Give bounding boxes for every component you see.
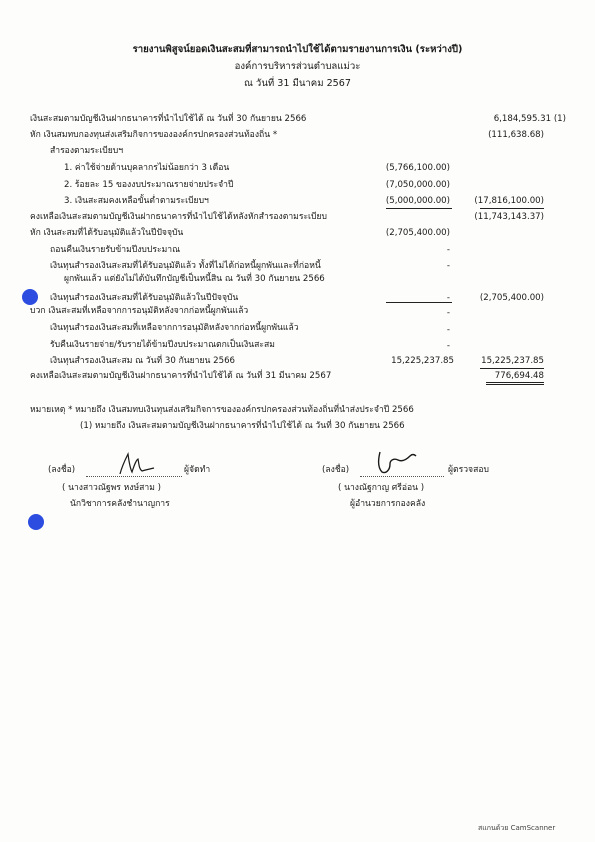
row-label: ผูกพันแล้ว แต่ยังไม่ได้บันทึกบัญชีเป็นหนี้สิน ณ วันที่ 30 กันยายน 2566 <box>64 274 325 284</box>
sign-label: (ลงชื่อ) <box>48 465 76 475</box>
signer-name: ( นางสาวณัฐพร หงษ์สาม ) <box>62 483 161 493</box>
blue-marker-dot <box>28 514 44 530</box>
double-underline <box>486 382 544 383</box>
blue-marker-dot <box>22 289 38 305</box>
row-label: 3. เงินสะสมคงเหลือขั้นต่ำตามระเบียบฯ <box>64 196 209 206</box>
row-amount: (5,000,000.00) <box>385 196 450 206</box>
report-title: รายงานพิสูจน์ยอดเงินสะสมที่สามารถนำไปใช้ได้ตามรายงานการเงิน (ระหว่างปี) <box>132 44 463 55</box>
report-date: ณ วันที่ 31 มีนาคม 2567 <box>243 78 351 89</box>
row-amount: - <box>446 325 450 335</box>
row-total: 6,184,595.31 (1) <box>493 114 566 124</box>
row-label: สำรองตามระเบียบฯ <box>50 146 124 156</box>
row-total: 15,225,237.85 <box>481 356 544 366</box>
row-label: 1. ค่าใช้จ่ายด้านบุคลากรไม่น้อยกว่า 3 เดือน <box>64 163 230 173</box>
row-total: (11,743,143.37) <box>474 212 544 222</box>
row-label: รับคืนเงินรายจ่าย/รับรายได้ข้ามปีงบประมาณตกเป็นเงินสะสม <box>50 340 275 350</box>
row-label: บวก เงินสะสมที่เหลือจากการอนุมัติหลังจากก่อหนี้ผูกพันแล้ว <box>30 306 249 316</box>
sign-role: ผู้ตรวจสอบ <box>448 465 489 475</box>
signature-line <box>86 476 182 477</box>
row-amount: (5,766,100.00) <box>385 163 450 173</box>
row-label: เงินทุนสำรองเงินสะสมที่ได้รับอนุมัติแล้วในปีปัจจุบัน <box>50 293 239 303</box>
row-total: (2,705,400.00) <box>479 293 544 303</box>
row-amount: (2,705,400.00) <box>385 228 450 238</box>
row-label: เงินสะสมตามบัญชีเงินฝากธนาคารที่นำไปใช้ได้ ณ วันที่ 30 กันยายน 2566 <box>30 114 307 124</box>
sign-role: ผู้จัดทำ <box>184 465 211 475</box>
note-line: (1) หมายถึง เงินสะสมตามบัญชีเงินฝากธนาคารที่นำไปใช้ได้ ณ วันที่ 30 กันยายน 2566 <box>80 421 405 431</box>
signer-position: ผู้อำนวยการกองคลัง <box>350 499 426 509</box>
row-amount: - <box>446 261 450 271</box>
organization-name: องค์การบริหารส่วนตำบลแม่วะ <box>234 61 361 72</box>
row-amount: - <box>446 341 450 351</box>
note-line: หมายเหตุ * หมายถึง เงินสมทบเงินทุนส่งเสริมกิจการขององค์กรปกครองส่วนท้องถิ่นที่นำส่งประจำปี 2566 <box>30 405 414 415</box>
row-total: 776,694.48 <box>494 371 544 381</box>
row-label: ถอนคืนเงินรายรับข้ามปีงบประมาณ <box>50 245 181 255</box>
row-label: เงินทุนสำรองเงินสะสมที่เหลือจากการอนุมัติหลังจากก่อหนี้ผูกพันแล้ว <box>50 323 299 333</box>
sign-label: (ลงชื่อ) <box>322 465 350 475</box>
signer-position: นักวิชาการคลังชำนาญการ <box>70 499 170 509</box>
row-label: เงินทุนสำรองเงินสะสมที่ได้รับอนุมัติแล้ว ทั้งที่ไม่ได้ก่อหนี้ผูกพันและที่ก่อหนี้ <box>50 261 321 271</box>
row-label: หัก เงินสมทบกองทุนส่งเสริมกิจการขององค์กรปกครองส่วนท้องถิ่น * <box>30 130 278 140</box>
row-amount: (7,050,000.00) <box>385 180 450 190</box>
signer-name: ( นางณัฐกาญ ศรีอ่อน ) <box>338 483 425 493</box>
underline <box>480 368 544 369</box>
double-underline <box>486 384 544 385</box>
row-label: หัก เงินสะสมที่ได้รับอนุมัติแล้วในปีปัจจุบัน <box>30 228 184 238</box>
row-amount: 15,225,237.85 <box>391 356 454 366</box>
scanner-watermark: สแกนด้วย CamScanner <box>478 824 556 832</box>
row-total: (17,816,100.00) <box>474 196 544 206</box>
row-label: คงเหลือเงินสะสมตามบัญชีเงินฝากธนาคารที่นำไปใช้ได้ ณ วันที่ 31 มีนาคม 2567 <box>30 371 332 381</box>
row-label: เงินทุนสำรองเงินสะสม ณ วันที่ 30 กันยายน 2566 <box>50 356 236 366</box>
handwritten-signature-left <box>112 450 158 478</box>
signature-line <box>360 476 444 477</box>
row-amount: - <box>446 293 450 303</box>
row-total: (111,638.68) <box>488 130 544 140</box>
underline <box>386 208 452 209</box>
row-amount: - <box>446 245 450 255</box>
row-label: คงเหลือเงินสะสมตามบัญชีเงินฝากธนาคารที่นำไปใช้ได้หลังหักสำรองตามระเบียบ <box>30 212 327 222</box>
handwritten-signature-right <box>372 446 420 478</box>
row-label: 2. ร้อยละ 15 ของงบประมาณรายจ่ายประจำปี <box>64 180 234 190</box>
row-amount: - <box>446 308 450 318</box>
underline <box>480 208 544 209</box>
underline <box>386 302 452 303</box>
